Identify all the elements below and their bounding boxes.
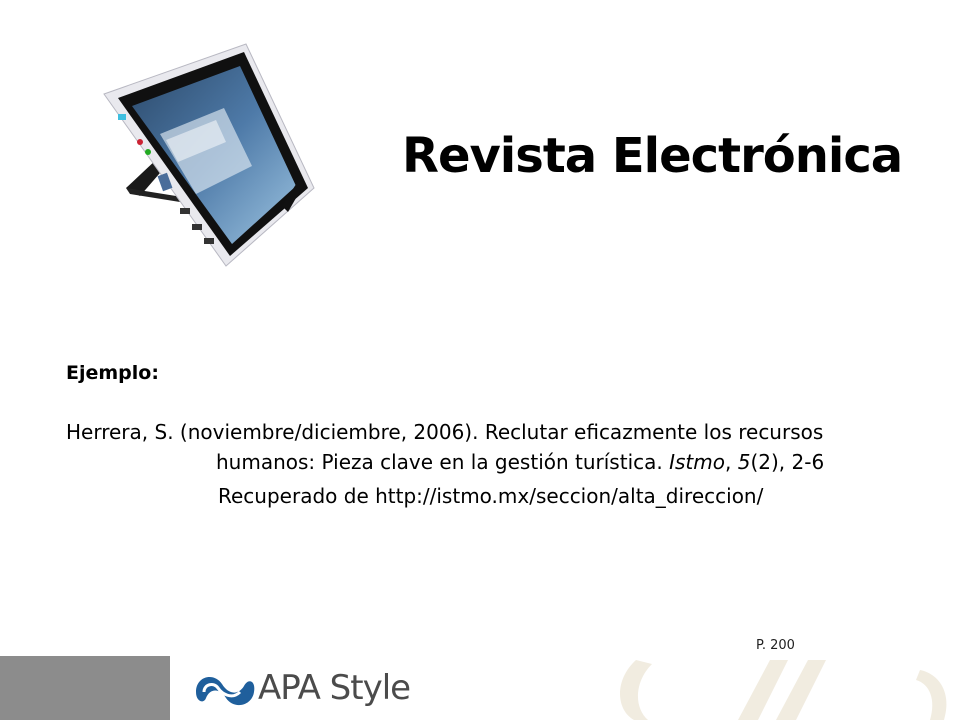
reference-retrieval-line: Recuperado de http://istmo.mx/seccion/alta_direccion/: [218, 484, 764, 508]
footer-gray-block: [0, 656, 170, 720]
journal-name: Istmo: [669, 450, 725, 474]
slide-title: Revista Electrónica: [402, 128, 903, 184]
reference-line-2: [66, 447, 896, 477]
reference-line-2-text: humanos: Pieza clave en la gestión turística.: [216, 450, 670, 474]
tablet-image: [96, 38, 326, 278]
page-number: P. 200: [756, 638, 795, 653]
reference-citation: [66, 417, 896, 511]
journal-issue-pages: (2), 2-6: [750, 450, 825, 474]
reference-line-1: Herrera, S. (noviembre/diciembre, 2006). Reclutar eficazmente los recursos: [66, 420, 824, 444]
journal-volume: 5: [737, 450, 751, 474]
reference-separator: ,: [725, 450, 738, 474]
decorative-watermark: [600, 650, 960, 720]
example-label: Ejemplo:: [66, 362, 159, 384]
apa-style-brand: APA Style: [258, 668, 411, 708]
